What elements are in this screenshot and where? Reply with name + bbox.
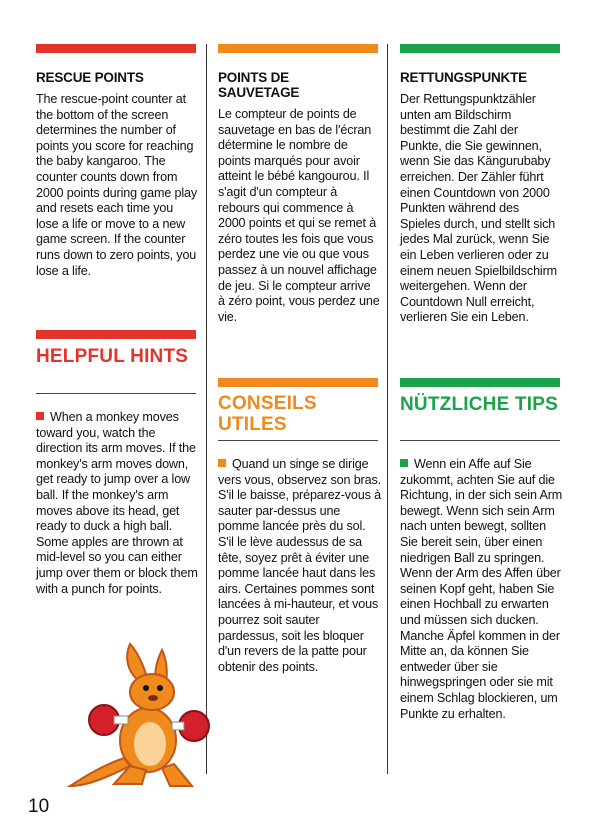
german-hints-bar: [400, 378, 560, 387]
english-column: [26, 0, 204, 800]
french-hint: [218, 457, 382, 675]
french-section-title: POINTS DE SAUVETAGE: [218, 70, 300, 100]
german-section-title: RETTUNGSPUNKTE: [400, 70, 527, 85]
french-hints-rule: [218, 440, 378, 441]
bullet-icon: [36, 412, 44, 420]
english-hint-text: When a monkey moves toward you, watch the direction its arm moves. If the monkey's arm moves down, get ready to jump over a low ball. If the monkey's arm moves above its head, get ready to duck a high ball. Some apples are thrown at mid-level so you can either jump over them or block them with a punch for points.: [36, 410, 198, 596]
english-hints-rule: [36, 393, 196, 394]
german-hints-rule: [400, 440, 560, 441]
boxing-kangaroo-icon: [66, 640, 216, 790]
french-column: [208, 0, 386, 800]
english-section-title: RESCUE POINTS: [36, 70, 144, 85]
german-top-bar: [400, 44, 560, 53]
bullet-icon: [218, 459, 226, 467]
english-body-text: The rescue-point counter at the bottom of the screen determines the number of points you score for reaching the baby kangaroo. The counter counts down from 2000 points during game play and resets each time you lose a life or move to a new game screen. If the counter runs down to zero points, you lose a life.: [36, 92, 198, 278]
french-body-text: Le compteur de points de sauvetage en bas de l'écran détermine le nombre de points marqués pour avoir atteint le bébé kangourou. Il s'agit d'un compteur à rebours qui commence à 2000 points et qui se remet à zéro toutes les fois que vous perdez une vie ou que vous passez à un nouvel affichage de jeu. Si le compteur arrive à zéro point, vous perdez une vie.: [218, 107, 380, 324]
page-number: 10: [28, 796, 50, 817]
german-body-text: Der Rettungspunktzähler unten am Bildschirm bestimmt die Zahl der Punkte, die Sie gewinnen, wenn Sie das Kängurubaby erreichen. Der Zähler führt einen Countdown von 2000 Punkten während des Spieles durch, und stellt sich jedes Mal zurück, wenn Sie ein Leben verlieren oder zu einem neuen Spielbildschirm weitergehen. Wenn der Countdown Null erreicht, verlieren Sie ein Leben.: [400, 92, 557, 325]
german-hints-title: NÜTZLICHE TIPS: [400, 394, 558, 415]
german-hint: [400, 457, 564, 722]
german-hint-text: Wenn ein Affe auf Sie zukommt, achten Sie auf die Richtung, in der sich sein Arm bewegt. Wenn sich sein Arm nach unten bewegt, sollten Sie bereit sein, über einen niedrigen Ball zu springen. Wenn der Arm des Affen über seinen Kopf geht, haben Sie einen Hochball zu erwarten und müssen sich ducken. Manche Äpfel kommen in der Mitte an, da können Sie entweder über sie hinwegspringen oder sie mit einem Schlag blockieren, um Punkte zu erhalten.: [400, 457, 563, 721]
english-hint: [36, 410, 200, 597]
french-hints-title: CONSEILS UTILES: [218, 393, 317, 435]
english-hints-title: HELPFUL HINTS: [36, 346, 189, 367]
french-hints-bar: [218, 378, 378, 387]
english-top-bar: [36, 44, 196, 53]
french-hint-text: Quand un singe se dirige vers vous, observez son bras. S'il le baisse, préparez-vous à sauter par-dessus une pomme lancée près du sol. S'il le lève audessus de sa tête, soyez prêt à éviter une pomme lancée haut dans les airs. Certaines pommes sont lancées à mi-hauteur, et vous pourrez soit sauter pardessus, soit les bloquer d'un revers de la patte pour obtenir des points.: [218, 457, 381, 674]
french-top-bar: [218, 44, 378, 53]
column-divider: [387, 44, 388, 774]
german-column: [390, 0, 568, 800]
english-hints-bar: [36, 330, 196, 339]
bullet-icon: [400, 459, 408, 467]
